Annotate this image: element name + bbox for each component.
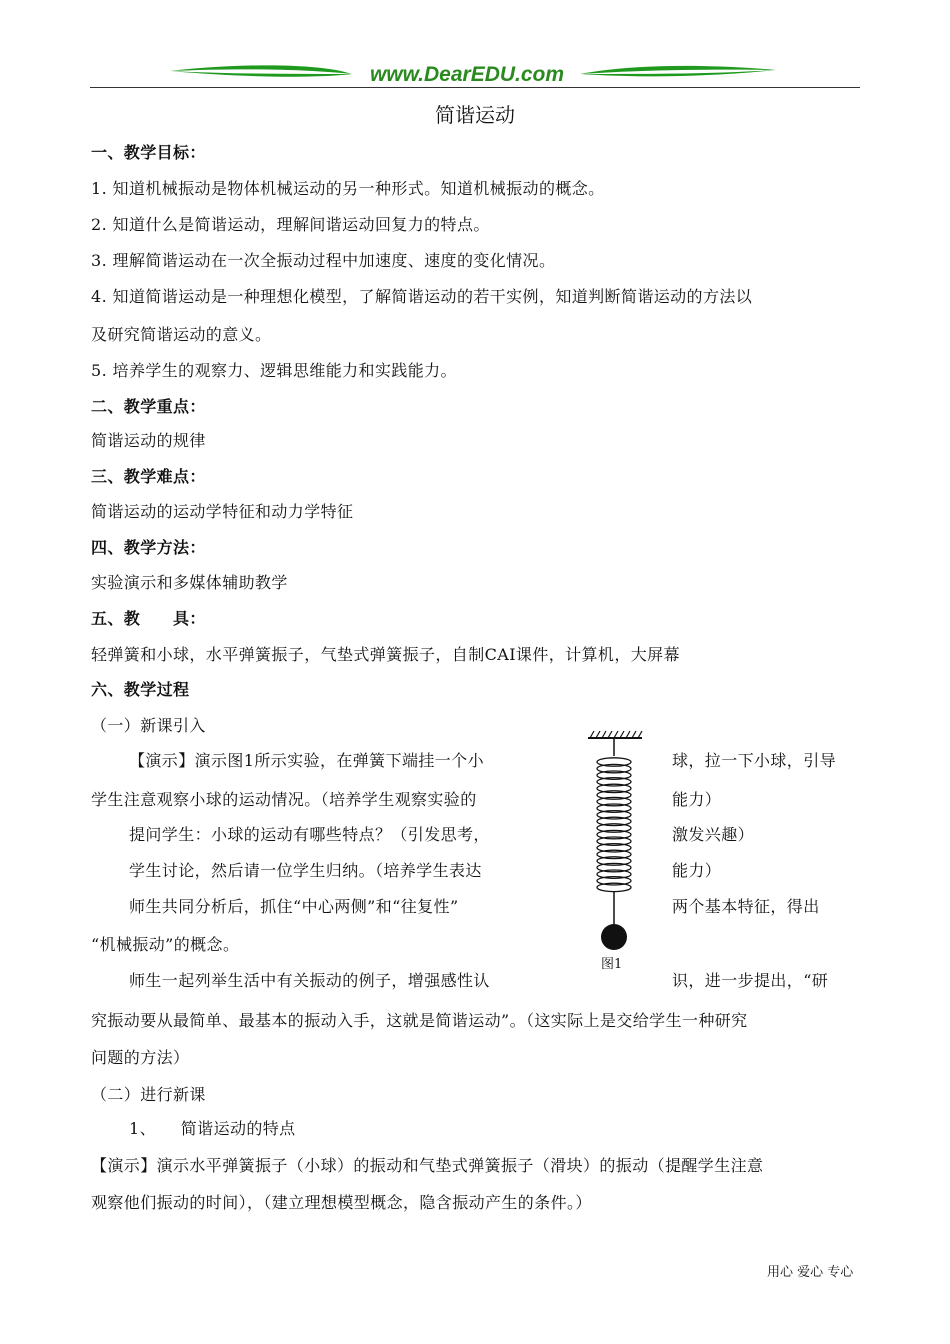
paragraph-line: 【演示】演示水平弹簧振子（小球）的振动和气垫式弹簧振子（滑块）的振动（提醒学生注意 bbox=[91, 1156, 764, 1175]
page-title: 简谐运动 bbox=[435, 103, 515, 127]
subsection-heading: （二）进行新课 bbox=[91, 1085, 206, 1104]
section-heading: 三、教学难点： bbox=[91, 467, 206, 486]
page-footer: 用心 爱心 专心 bbox=[767, 1265, 854, 1280]
objective-item: 5. 培养学生的观察力、逻辑思维能力和实践能力。 bbox=[91, 361, 457, 380]
figure-caption: 图1 bbox=[601, 957, 623, 972]
section-heading: 二、教学重点： bbox=[91, 397, 206, 416]
objective-item: 3. 理解简谐运动在一次全振动过程中加速度、速度的变化情况。 bbox=[91, 251, 556, 270]
paragraph-line: 观察他们振动的时间），（建立理想模型概念，隐含振动产生的条件。） bbox=[91, 1193, 592, 1212]
header-divider bbox=[90, 87, 860, 88]
subsection-heading: （一）新课引入 bbox=[91, 716, 206, 735]
objective-item: 1. 知道机械振动是物体机械运动的另一种形式。知道机械振动的概念。 bbox=[91, 179, 605, 198]
section-text: 实验演示和多媒体辅助教学 bbox=[91, 573, 288, 592]
section-heading: 一、教学目标： bbox=[91, 143, 206, 162]
paragraph-left: 师生共同分析后，抓住“中心两侧”和“往复性” bbox=[129, 897, 459, 916]
paragraph-right: 激发兴趣） bbox=[672, 825, 755, 844]
spring-ball-figure bbox=[586, 730, 650, 970]
section-text: 简谐运动的规律 bbox=[91, 431, 206, 450]
paragraph-right: 球，拉一下小球，引导 bbox=[672, 751, 837, 770]
paragraph-line: “机械振动”的概念。 bbox=[91, 935, 240, 954]
paragraph-left: 师生一起列举生活中有关振动的例子，增强感性认 bbox=[129, 971, 490, 990]
spring-coils bbox=[597, 758, 631, 892]
objective-item: 4. 知道简谐运动是一种理想化模型，了解简谐运动的若干实例，知道判断简谐运动的方法以 bbox=[91, 287, 753, 306]
site-logo-text: www.DearEDU.com bbox=[369, 63, 565, 86]
paragraph-right: 两个基本特征，得出 bbox=[672, 897, 820, 916]
objective-item: 及研究简谐运动的意义。 bbox=[91, 325, 272, 344]
section-heading: 五、教 具： bbox=[91, 609, 206, 628]
objective-item: 2. 知道什么是简谐运动，理解间谐运动回复力的特点。 bbox=[91, 215, 490, 234]
ceiling-hatch bbox=[590, 731, 642, 738]
paragraph-right: 能力） bbox=[672, 861, 722, 880]
subsection-heading: 1、 简谐运动的特点 bbox=[129, 1119, 296, 1138]
paragraph-left: 学生讨论，然后请一位学生归纳。（培养学生表达 bbox=[129, 861, 482, 880]
section-heading: 六、教学过程 bbox=[91, 680, 190, 699]
section-heading: 四、教学方法： bbox=[91, 538, 206, 557]
paragraph-left: 【演示】演示图1所示实验，在弹簧下端挂一个小 bbox=[129, 751, 484, 770]
paragraph-left: 学生注意观察小球的运动情况。（培养学生观察实验的 bbox=[91, 790, 477, 809]
paragraph-line: 问题的方法） bbox=[91, 1048, 190, 1067]
section-text: 简谐运动的运动学特征和动力学特征 bbox=[91, 502, 354, 521]
ball bbox=[601, 924, 627, 950]
paragraph-right: 识，进一步提出，“研 bbox=[672, 971, 829, 990]
paragraph-right: 能力） bbox=[672, 790, 722, 809]
section-text: 轻弹簧和小球，水平弹簧振子，气垫式弹簧振子，自制CAI课件，计算机，大屏幕 bbox=[91, 645, 680, 664]
paragraph-line: 究振动要从最简单、最基本的振动入手，这就是简谐运动”。（这实际上是交给学生一种研究 bbox=[91, 1011, 748, 1030]
paragraph-left: 提问学生：小球的运动有哪些特点？（引发思考， bbox=[129, 825, 490, 844]
